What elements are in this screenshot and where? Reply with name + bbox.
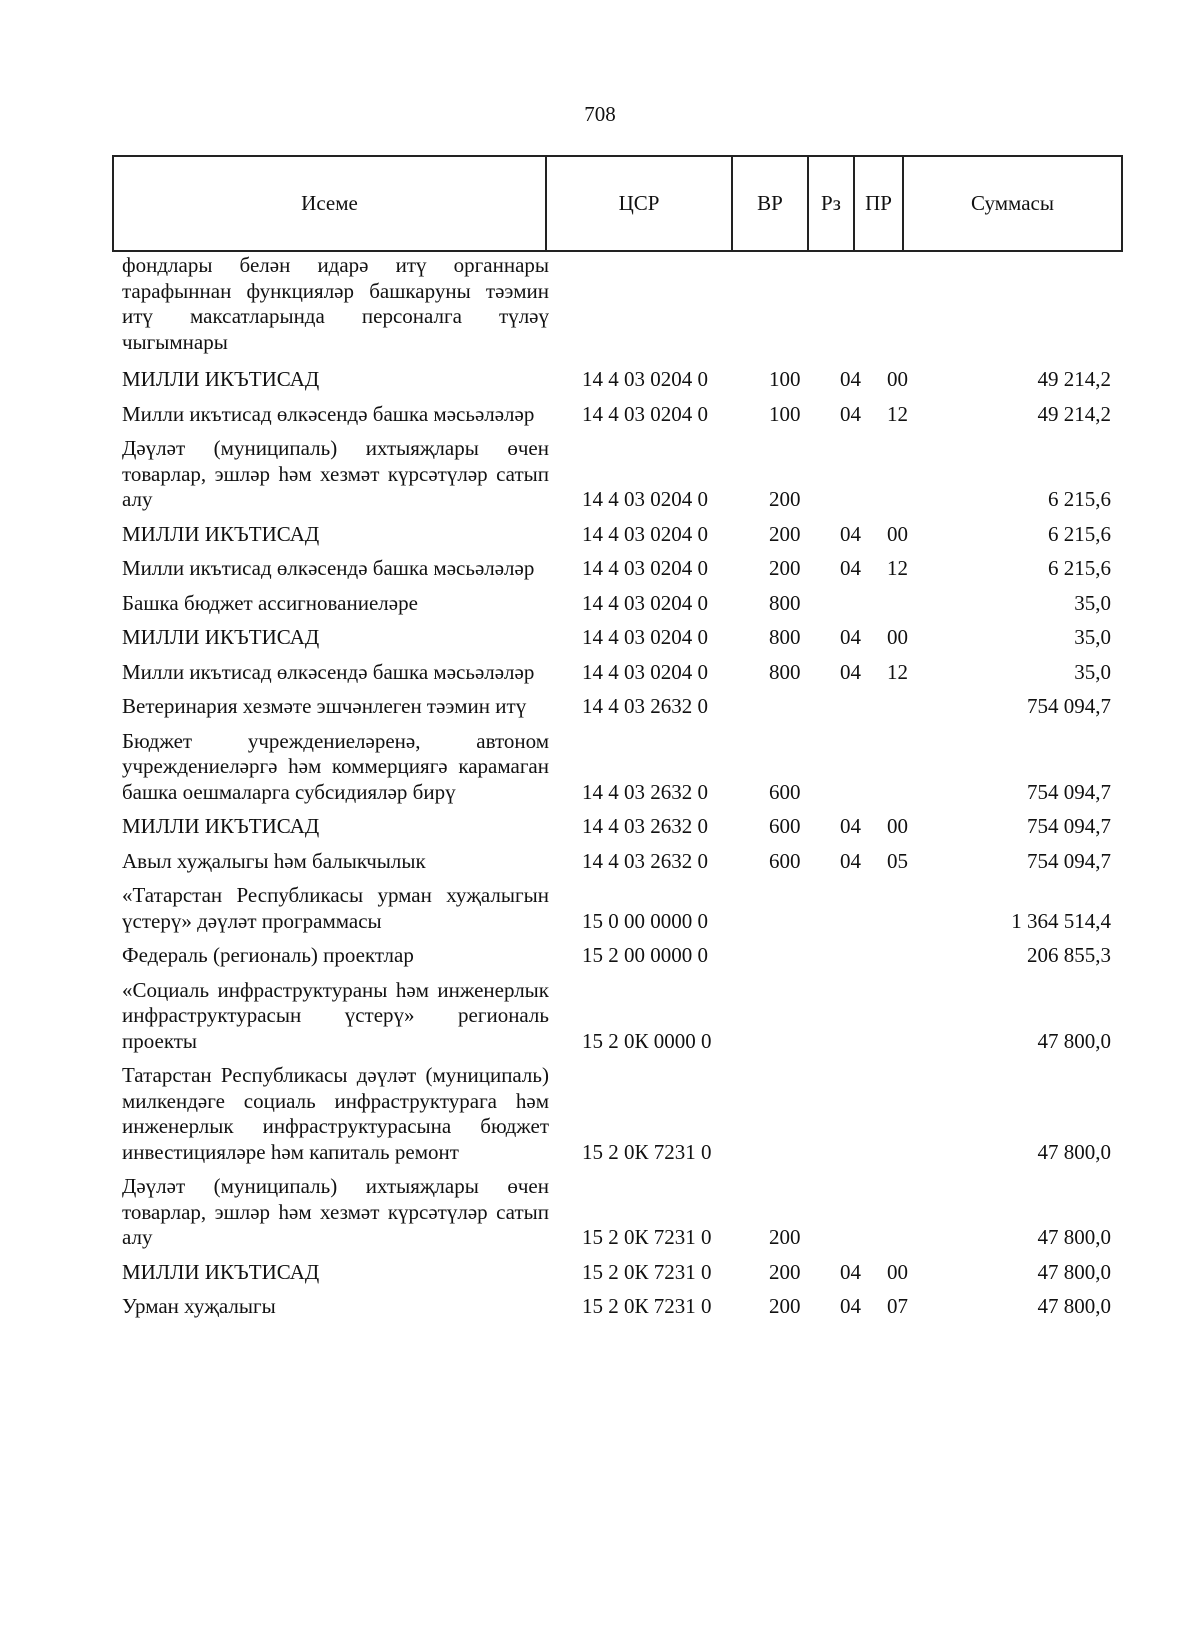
row-csr: 14 4 03 0204 0 bbox=[582, 367, 708, 391]
row-vr: 800 bbox=[769, 625, 801, 649]
row-sum: 754 094,7 bbox=[1027, 814, 1111, 838]
row-pr: 12 bbox=[887, 401, 908, 426]
row-csr: 14 4 03 2632 0 bbox=[582, 779, 708, 804]
row-pr: 00 bbox=[887, 367, 908, 391]
table-row bbox=[112, 625, 1121, 651]
row-pr: 00 bbox=[887, 814, 908, 838]
row-csr: 15 0 00 0000 0 bbox=[582, 908, 708, 933]
table-row bbox=[112, 694, 1121, 720]
row-name: Татарстан Республикасы дәүләт (муниципаль) милкендәге социаль инфраструктурага һәм инженерлык инфраструктурасына бюджет инвестицияләре һәм капиталь ремонт bbox=[122, 1063, 549, 1164]
row-rz: 04 bbox=[840, 401, 861, 426]
row-rz: 04 bbox=[840, 367, 861, 391]
row-name: Башка бюджет ассигнованиеләре bbox=[122, 590, 418, 615]
header-csr: ЦСР bbox=[546, 156, 732, 251]
row-rz: 04 bbox=[840, 556, 861, 580]
table-row bbox=[112, 402, 1121, 428]
row-sum: 1 364 514,4 bbox=[1011, 908, 1111, 933]
table-body bbox=[112, 253, 1121, 1329]
row-sum: 49 214,2 bbox=[1037, 367, 1111, 391]
row-sum: 49 214,2 bbox=[1037, 401, 1111, 426]
header-rz: Рз bbox=[808, 156, 854, 251]
row-name: Дәүләт (муниципаль) ихтыяҗлары өчен товарлар, эшләр һәм хезмәт күрсәтүләр сатып алу bbox=[122, 436, 549, 511]
row-csr: 15 2 00 0000 0 bbox=[582, 943, 708, 967]
row-name: МИЛЛИ ИКЪТИСАД bbox=[122, 1259, 320, 1284]
row-vr: 200 bbox=[769, 521, 801, 546]
table-row bbox=[112, 522, 1121, 548]
row-vr: 200 bbox=[769, 1225, 801, 1249]
row-csr: 14 4 03 0204 0 bbox=[582, 659, 708, 684]
row-name: Ветеринария хезмәте эшчәнлеген тәэмин итү bbox=[122, 694, 527, 718]
row-csr: 14 4 03 2632 0 bbox=[582, 814, 708, 838]
row-sum: 754 094,7 bbox=[1027, 848, 1111, 873]
row-name: Федераль (региональ) проектлар bbox=[122, 943, 414, 967]
row-name: Бюджет учреждениеләренә, автоном учреждениеләргә һәм коммерциягә карамаган башка оешмаларга субсидияләр бирү bbox=[122, 728, 549, 804]
table-header bbox=[112, 155, 1123, 252]
table-row bbox=[112, 436, 1121, 513]
table-row bbox=[112, 1174, 1121, 1251]
row-name: Милли икътисад өлкәсендә башка мәсьәләләр bbox=[122, 659, 535, 684]
row-sum: 6 215,6 bbox=[1048, 521, 1111, 546]
row-rz: 04 bbox=[840, 625, 861, 649]
row-sum: 47 800,0 bbox=[1037, 1028, 1111, 1053]
table-row bbox=[112, 253, 1121, 355]
row-sum: 6 215,6 bbox=[1048, 487, 1111, 511]
row-rz: 04 bbox=[840, 521, 861, 546]
page-number: 708 bbox=[584, 102, 616, 126]
row-csr: 14 4 03 0204 0 bbox=[582, 590, 708, 615]
header-sum: Суммасы bbox=[903, 156, 1122, 251]
row-rz: 04 bbox=[840, 848, 861, 873]
table-row bbox=[112, 729, 1121, 806]
row-sum: 47 800,0 bbox=[1037, 1294, 1111, 1318]
row-vr: 200 bbox=[769, 556, 801, 580]
row-sum: 35,0 bbox=[1074, 590, 1111, 615]
header-name: Исеме bbox=[113, 156, 546, 251]
row-vr: 100 bbox=[769, 367, 801, 391]
row-name: «Социаль инфраструктураны һәм инженерлык инфраструктурасын үстерү» региональ проекты bbox=[122, 977, 549, 1053]
row-vr: 800 bbox=[769, 659, 801, 684]
row-sum: 754 094,7 bbox=[1027, 779, 1111, 804]
row-name: МИЛЛИ ИКЪТИСАД bbox=[122, 625, 320, 649]
header-vr: ВР bbox=[732, 156, 808, 251]
row-vr: 200 bbox=[769, 1294, 801, 1318]
row-name: МИЛЛИ ИКЪТИСАД bbox=[122, 367, 320, 391]
table-row bbox=[112, 367, 1121, 393]
row-vr: 600 bbox=[769, 848, 801, 873]
row-pr: 05 bbox=[887, 848, 908, 873]
row-name: МИЛЛИ ИКЪТИСАД bbox=[122, 521, 320, 546]
row-name: Милли икътисад өлкәсендә башка мәсьәләләр bbox=[122, 556, 535, 580]
row-sum: 47 800,0 bbox=[1037, 1139, 1111, 1164]
row-vr: 200 bbox=[769, 1259, 801, 1284]
row-rz: 04 bbox=[840, 1294, 861, 1318]
row-sum: 206 855,3 bbox=[1027, 943, 1111, 967]
row-rz: 04 bbox=[840, 814, 861, 838]
row-name: «Татарстан Республикасы урман хуҗалыгын үстерү» дәүләт программасы bbox=[122, 883, 549, 933]
table-row bbox=[112, 591, 1121, 617]
row-vr: 200 bbox=[769, 487, 801, 511]
row-pr: 12 bbox=[887, 659, 908, 684]
row-rz: 04 bbox=[840, 659, 861, 684]
row-name: Милли икътисад өлкәсендә башка мәсьәләләр bbox=[122, 401, 535, 426]
header-pr: ПР bbox=[854, 156, 903, 251]
row-sum: 47 800,0 bbox=[1037, 1225, 1111, 1249]
row-pr: 00 bbox=[887, 521, 908, 546]
table-row bbox=[112, 814, 1121, 840]
row-name: Дәүләт (муниципаль) ихтыяҗлары өчен товарлар, эшләр һәм хезмәт күрсәтүләр сатып алу bbox=[122, 1174, 549, 1249]
table-row bbox=[112, 660, 1121, 686]
row-csr: 15 2 0К 7231 0 bbox=[582, 1259, 712, 1284]
row-pr: 00 bbox=[887, 1259, 908, 1284]
row-csr: 15 2 0К 7231 0 bbox=[582, 1139, 712, 1164]
table-row bbox=[112, 1294, 1121, 1320]
row-vr: 100 bbox=[769, 401, 801, 426]
row-csr: 14 4 03 0204 0 bbox=[582, 401, 708, 426]
row-sum: 47 800,0 bbox=[1037, 1259, 1111, 1284]
table-row bbox=[112, 1063, 1121, 1165]
row-csr: 14 4 03 0204 0 bbox=[582, 521, 708, 546]
row-pr: 07 bbox=[887, 1294, 908, 1318]
row-pr: 00 bbox=[887, 625, 908, 649]
row-vr: 800 bbox=[769, 590, 801, 615]
row-csr: 14 4 03 2632 0 bbox=[582, 694, 708, 718]
row-csr: 15 2 0К 7231 0 bbox=[582, 1225, 712, 1249]
table-row bbox=[112, 556, 1121, 582]
row-sum: 35,0 bbox=[1074, 659, 1111, 684]
table-row bbox=[112, 883, 1121, 934]
row-vr: 600 bbox=[769, 779, 801, 804]
table-row bbox=[112, 849, 1121, 875]
row-sum: 754 094,7 bbox=[1027, 694, 1111, 718]
row-csr: 14 4 03 2632 0 bbox=[582, 848, 708, 873]
table-row bbox=[112, 1260, 1121, 1286]
row-csr: 14 4 03 0204 0 bbox=[582, 487, 708, 511]
row-csr: 14 4 03 0204 0 bbox=[582, 556, 708, 580]
row-pr: 12 bbox=[887, 556, 908, 580]
row-name: Авыл хуҗалыгы һәм балыкчылык bbox=[122, 848, 426, 873]
row-name: МИЛЛИ ИКЪТИСАД bbox=[122, 814, 320, 838]
row-sum: 35,0 bbox=[1074, 625, 1111, 649]
table-row bbox=[112, 978, 1121, 1055]
table-row bbox=[112, 943, 1121, 969]
row-sum: 6 215,6 bbox=[1048, 556, 1111, 580]
row-vr: 600 bbox=[769, 814, 801, 838]
row-name: фондлары белән идарә итү органнары тарафыннан функцияләр башкаруны тәэмин итү максатларында персоналга түләү чыгымнары bbox=[122, 253, 549, 354]
row-rz: 04 bbox=[840, 1259, 861, 1284]
row-csr: 15 2 0К 0000 0 bbox=[582, 1028, 712, 1053]
row-csr: 14 4 03 0204 0 bbox=[582, 625, 708, 649]
row-csr: 15 2 0К 7231 0 bbox=[582, 1294, 712, 1318]
row-name: Урман хуҗалыгы bbox=[122, 1294, 276, 1318]
